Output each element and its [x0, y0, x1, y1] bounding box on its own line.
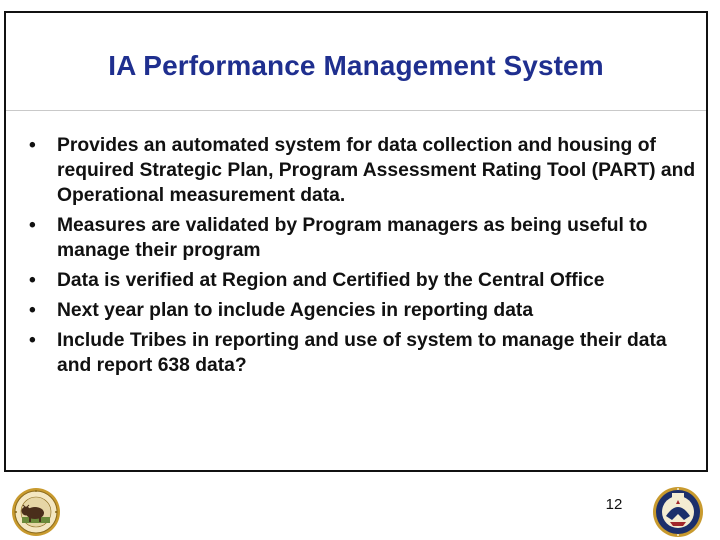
bullet-text: Provides an automated system for data collection and housing of required Strategic Plan, Program Assessment Rating Tool (PART) and Operational measurement data.	[57, 135, 696, 206]
title-divider	[6, 110, 706, 111]
bullet-marker: •	[29, 330, 36, 351]
bullet-item	[29, 268, 699, 293]
slide-title: IA Performance Management System	[108, 50, 604, 81]
bullet-text: Data is verified at Region and Certified by the Central Office	[57, 270, 605, 291]
indian-affairs-seal-icon	[650, 486, 706, 538]
bullet-marker: •	[29, 300, 36, 321]
bullet-item	[29, 133, 699, 208]
bullet-text: Include Tribes in reporting and use of system to manage their data and report 638 data?	[57, 330, 667, 376]
bullet-item	[29, 328, 699, 378]
bullet-item	[29, 213, 699, 263]
bullet-item	[29, 298, 699, 323]
bullet-marker: •	[29, 270, 36, 291]
bullet-marker: •	[29, 215, 36, 236]
bullet-text: Measures are validated by Program managers as being useful to manage their program	[57, 215, 648, 261]
bullet-text: Next year plan to include Agencies in reporting data	[57, 300, 534, 321]
interior-department-bison-seal-icon	[11, 487, 61, 537]
page-number: 12	[605, 496, 623, 513]
bullet-list	[29, 133, 699, 383]
slide-frame	[4, 11, 708, 472]
bullet-marker: •	[29, 135, 36, 156]
